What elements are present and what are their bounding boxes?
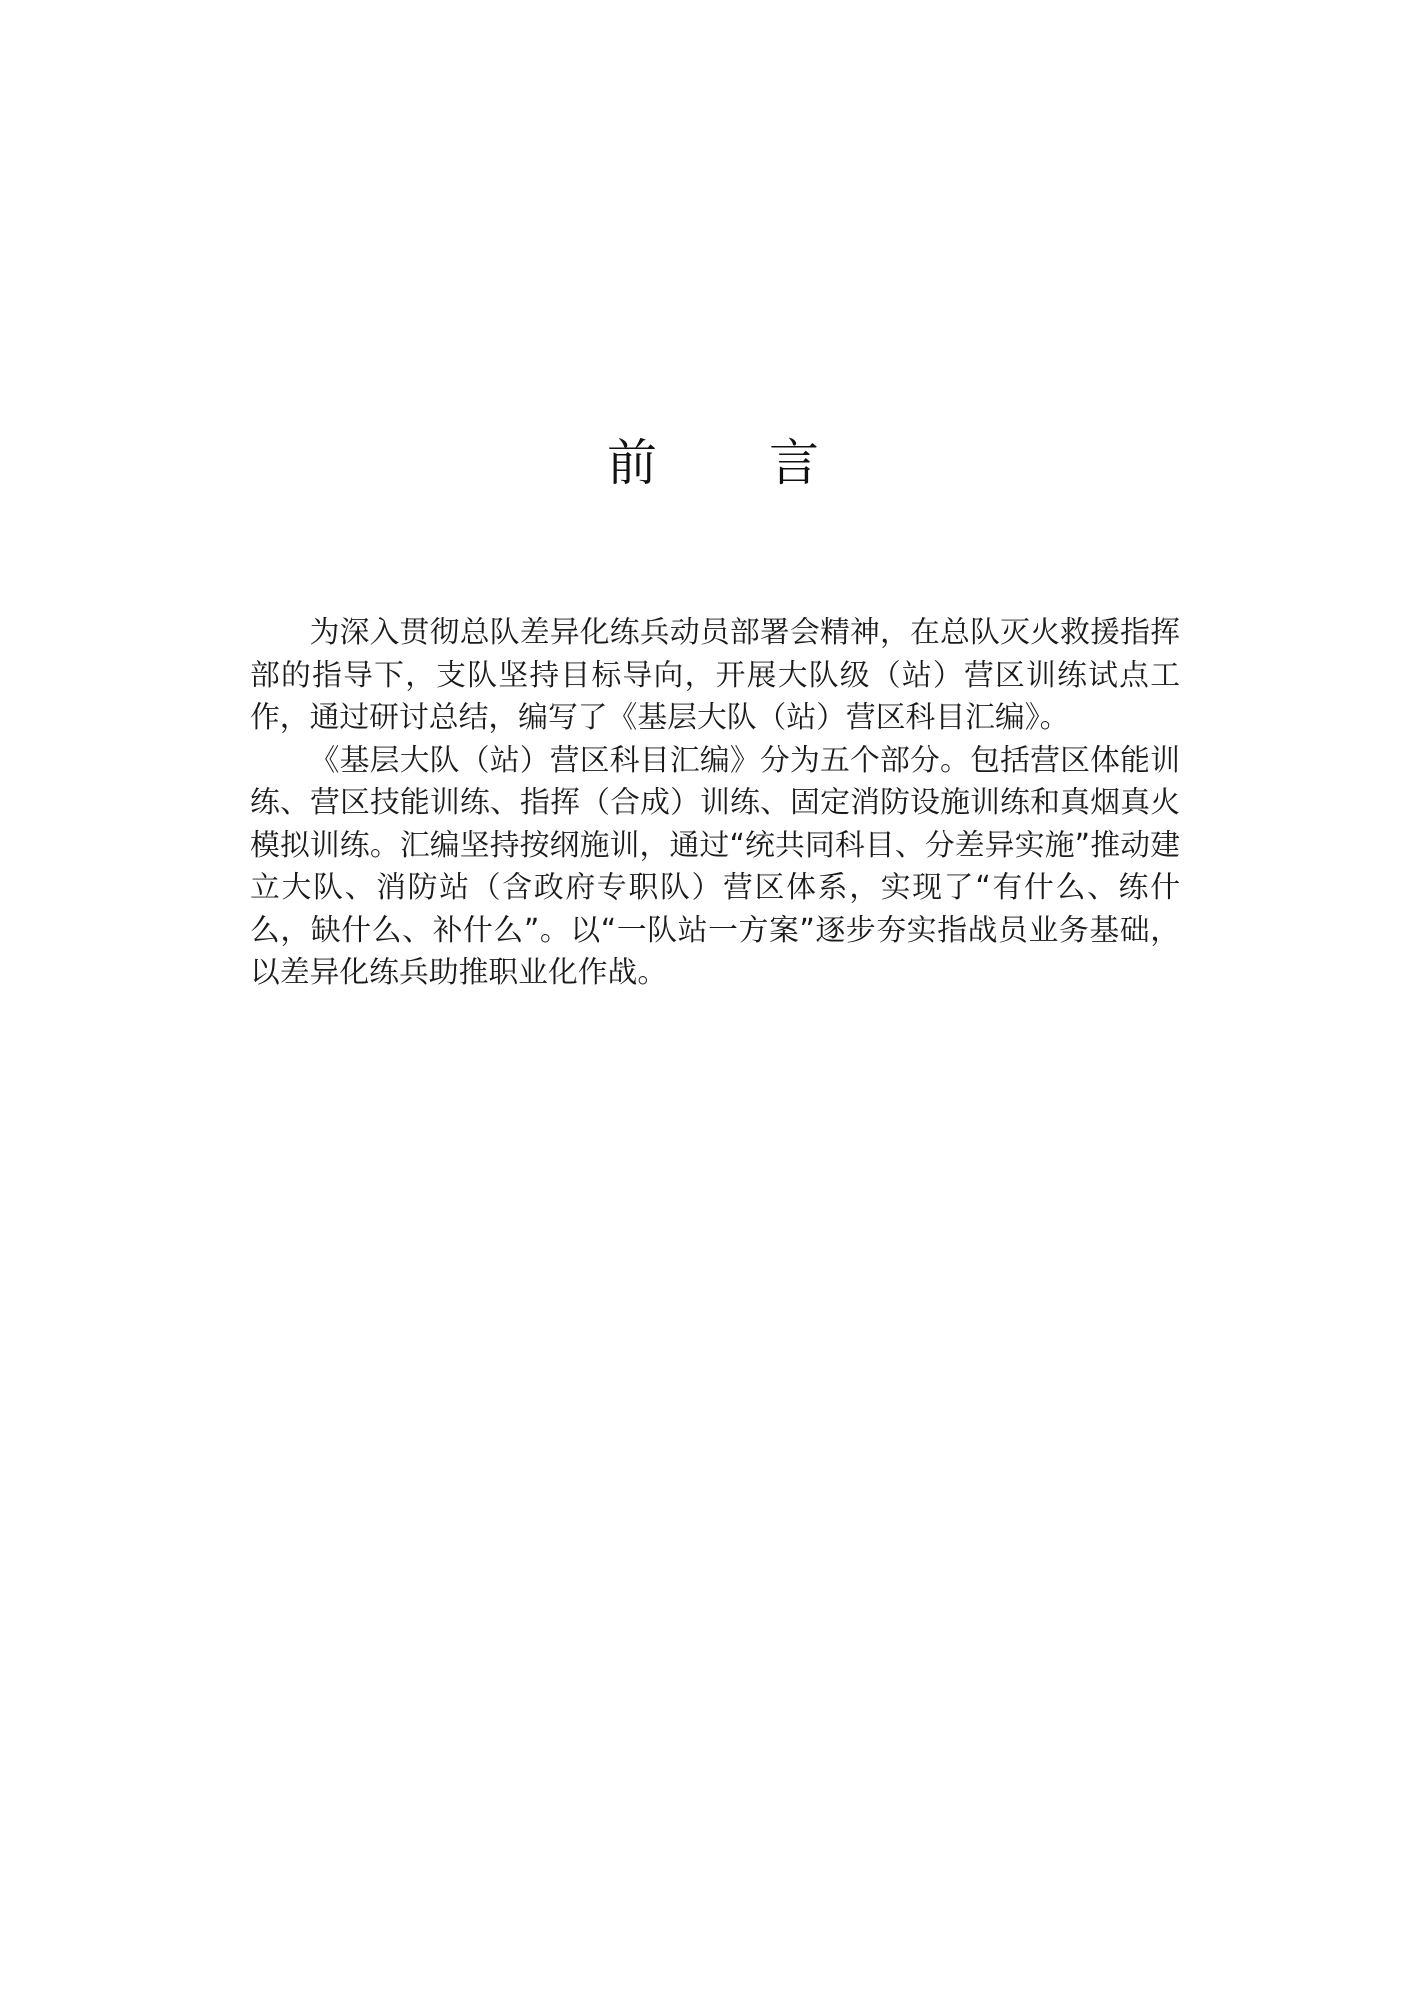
page-title: 前 言 <box>607 434 867 492</box>
document-body <box>250 612 1180 995</box>
paragraph-overview: 《基层大队（站）营区科目汇编》分为五个部分。包括营区体能训练、营区技能训练、指挥（合成）训练、固定消防设施训练和真烟真火模拟训练。汇编坚持按纲施训，通过“统共同科目、分差异实施”推动建立大队、消防站（含政府专职队）营区体系，实现了“有什么、练什么，缺什么、补什么”。以“一队站一方案”逐步夯实指战员业务基础，以差异化练兵助推职业化作战。 <box>250 742 1180 990</box>
paragraph-intro: 为深入贯彻总队差异化练兵动员部署会精神，在总队灭火救援指挥部的指导下，支队坚持目标导向，开展大队级（站）营区训练试点工作，通过研讨总结，编写了《基层大队（站）营区科目汇编》。 <box>250 615 1180 735</box>
